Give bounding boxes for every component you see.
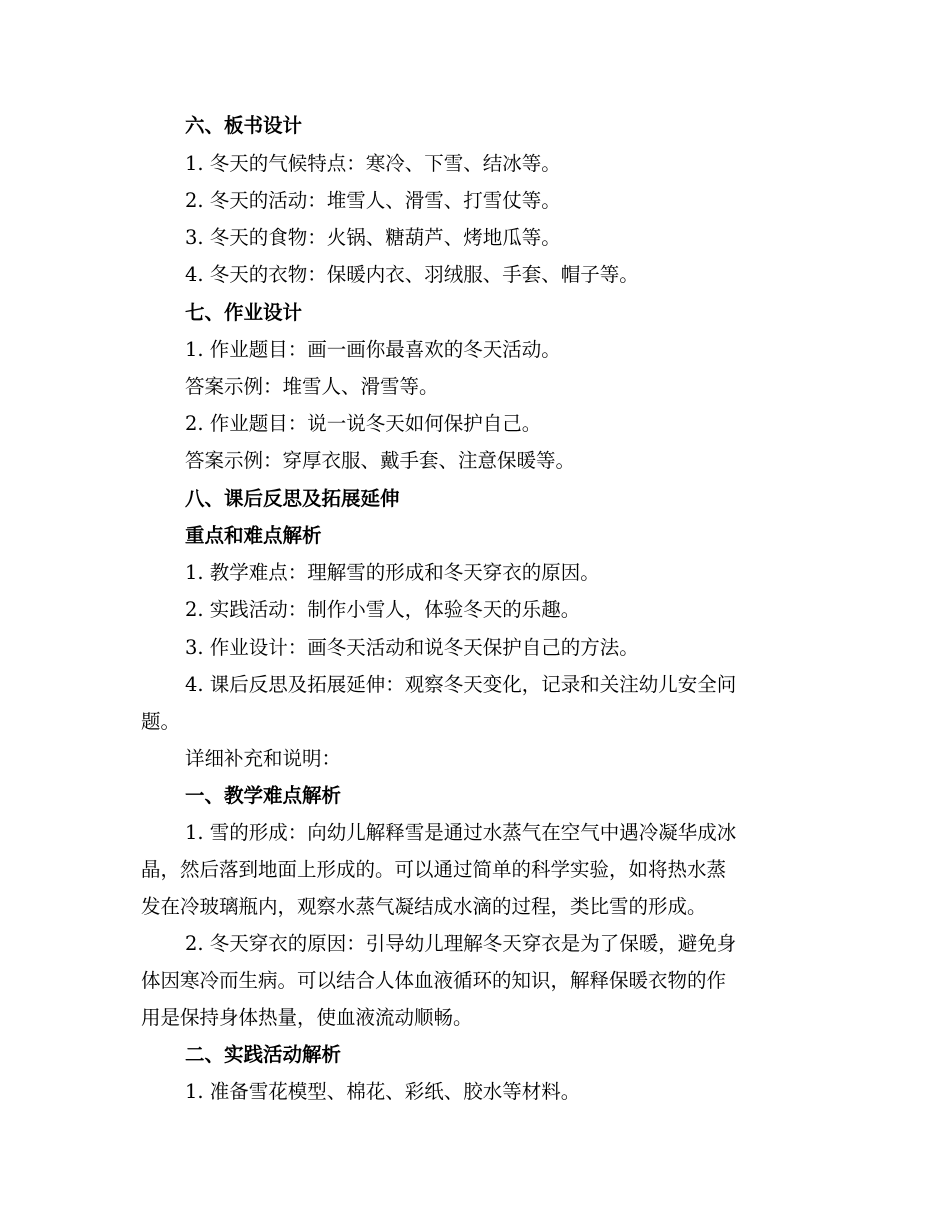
section8-item-3: 3. 作业设计：画冬天活动和说冬天保护自己的方法。: [185, 636, 639, 659]
detail1-p1-line-1: 1. 雪的形成：向幼儿解释雪是通过水蒸气在空气中遇冷凝华成冰: [185, 821, 737, 844]
section6-item-2: 2. 冬天的活动：堆雪人、滑雪、打雪仗等。: [185, 189, 561, 212]
detail1-p2-line-1: 2. 冬天穿衣的原因：引导幼儿理解冬天穿衣是为了保暖，避免身: [185, 932, 737, 955]
section7-line-4: 答案示例：穿厚衣服、戴手套、注意保暖等。: [185, 449, 576, 472]
section8-subheading: 重点和难点解析: [185, 524, 322, 547]
detail1-p1-line-3: 发在冷玻璃瓶内，观察水蒸气凝结成水滴的过程，类比雪的形成。: [141, 895, 707, 918]
section6-item-4: 4. 冬天的衣物：保暖内衣、羽绒服、手套、帽子等。: [185, 263, 639, 286]
section6-item-3: 3. 冬天的食物：火锅、糖葫芦、烤地瓜等。: [185, 226, 561, 249]
section7-heading: 七、作业设计: [185, 301, 303, 324]
section6-heading: 六、板书设计: [185, 114, 303, 137]
section8-item-4-cont: 题。: [141, 710, 181, 733]
section8-item-4: 4. 课后反思及拓展延伸：观察冬天变化，记录和关注幼儿安全问: [185, 673, 737, 696]
detail2-heading: 二、实践活动解析: [185, 1043, 342, 1066]
detail1-p1-line-2: 晶，然后落到地面上形成的。可以通过简单的科学实验，如将热水蒸: [141, 858, 727, 881]
section8-item-1: 1. 教学难点：理解雪的形成和冬天穿衣的原因。: [185, 561, 600, 584]
section7-line-2: 答案示例：堆雪人、滑雪等。: [185, 375, 439, 398]
detail1-p2-line-3: 用是保持身体热量，使血液流动顺畅。: [141, 1006, 473, 1029]
section7-line-1: 1. 作业题目：画一画你最喜欢的冬天活动。: [185, 338, 561, 361]
section8-item-2: 2. 实践活动：制作小雪人，体验冬天的乐趣。: [185, 598, 581, 621]
detail2-item-1: 1. 准备雪花模型、棉花、彩纸、胶水等材料。: [185, 1080, 581, 1103]
section7-line-3: 2. 作业题目：说一说冬天如何保护自己。: [185, 412, 542, 435]
detail1-heading: 一、教学难点解析: [185, 784, 342, 807]
detail1-p2-line-2: 体因寒冷而生病。可以结合人体血液循环的知识，解释保暖衣物的作: [141, 969, 727, 992]
section8-heading: 八、课后反思及拓展延伸: [185, 487, 400, 510]
section6-item-1: 1. 冬天的气候特点：寒冷、下雪、结冰等。: [185, 152, 561, 175]
section8-note: 详细补充和说明：: [185, 747, 342, 770]
